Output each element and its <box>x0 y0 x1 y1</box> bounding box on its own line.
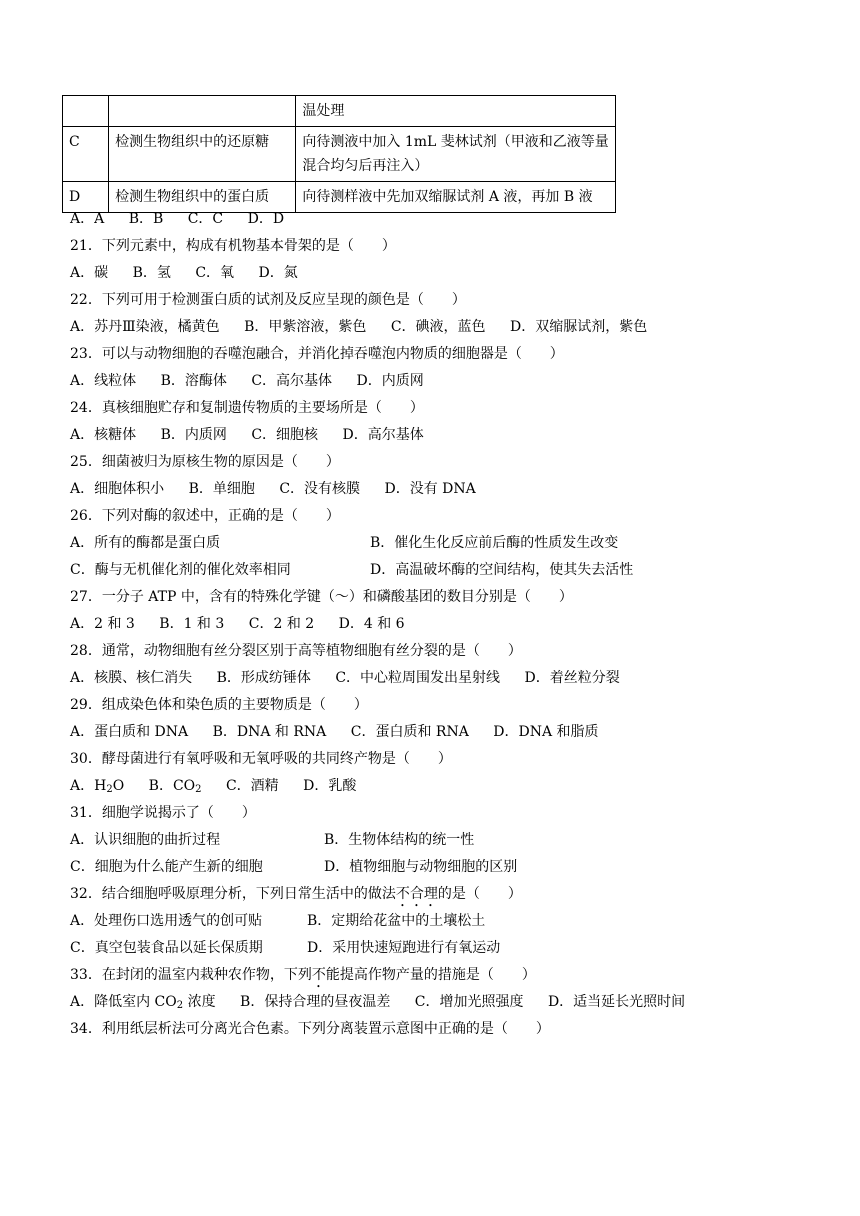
q24-options <box>70 422 830 449</box>
q32-stem <box>70 881 830 908</box>
co2-sub: 2 <box>176 1000 184 1011</box>
option-a: A．细胞体积小 <box>70 481 165 497</box>
option-c: C．高尔基体 <box>251 373 333 389</box>
option-d: D．高尔基体 <box>342 427 424 443</box>
option-d: D．双缩脲试剂，紫色 <box>510 319 648 335</box>
option-d: D．D <box>247 211 285 227</box>
question-list <box>70 206 830 1043</box>
option-b: B．内质网 <box>160 427 227 443</box>
option-a: A．核膜、核仁消失 <box>70 670 193 686</box>
option-d: D．高温破坏酶的空间结构，使其失去活性 <box>370 562 634 578</box>
option-b: B．催化生化反应前后酶的性质发生改变 <box>370 535 619 551</box>
water-formula-sub: 2 <box>106 784 113 795</box>
table-cell-item <box>109 96 296 127</box>
option-a: A．碳 <box>70 265 109 281</box>
q32-emphasis: 不合理 <box>395 886 438 902</box>
option-c: C．酶与无机催化剂的催化效率相同 <box>70 562 291 578</box>
option-d: D．没有 DNA <box>384 481 476 497</box>
option-a: A．认识细胞的曲折过程 <box>70 832 221 848</box>
q22-stem: 22．下列可用于检测蛋白质的试剂及反应呈现的颜色是（ ） <box>70 292 466 308</box>
option-c: C．碘液，蓝色 <box>390 319 486 335</box>
q33-stem-part1: 33．在封闭的温室内栽种农作物，下列 <box>70 967 312 983</box>
option-c: C．酒精 <box>225 778 279 794</box>
option-b: B．形成纺锤体 <box>216 670 311 686</box>
option-d: D．着丝粒分裂 <box>524 670 620 686</box>
q34-stem: 34．利用纸层析法可分离光合色素。下列分离装置示意图中正确的是（ ） <box>70 1021 550 1037</box>
option-b: B．氢 <box>132 265 171 281</box>
option-d: D．氮 <box>258 265 298 281</box>
option-b: B．定期给花盆中的土壤松土 <box>307 913 486 929</box>
table-cell-item: 检测生物组织中的蛋白质 <box>109 182 296 213</box>
table-cell-label: C <box>63 127 109 182</box>
q22-options <box>70 314 830 341</box>
table-row <box>63 127 616 182</box>
option-d: D．内质网 <box>356 373 424 389</box>
option-a <box>70 773 124 800</box>
option-c: C．蛋白质和 RNA <box>350 724 469 740</box>
water-formula-h: H <box>94 778 107 794</box>
q28-stem: 28．通常，动物细胞有丝分裂区别于高等植物细胞有丝分裂的是（ ） <box>70 643 522 659</box>
option-a <box>70 989 216 1016</box>
q31-options-row1 <box>70 827 830 854</box>
option-b <box>149 773 202 800</box>
option-c: C．没有核膜 <box>279 481 361 497</box>
option-c: C．细胞为什么能产生新的细胞 <box>70 859 263 875</box>
q23-stem: 23．可以与动物细胞的吞噬泡融合，并消化掉吞噬泡内物质的细胞器是（ ） <box>70 346 564 362</box>
q31-options-row2 <box>70 854 830 881</box>
table-cell-method: 向待测样液中先加双缩脲试剂 A 液，再加 B 液 <box>296 182 616 213</box>
option-a: A．核糖体 <box>70 427 137 443</box>
option-c: C．氧 <box>195 265 235 281</box>
q32-stem-part1: 32．结合细胞呼吸原理分析，下列日常生活中的做法 <box>70 886 396 902</box>
q32-options-row1 <box>70 908 830 935</box>
option-d: D．适当延长光照时间 <box>547 994 686 1010</box>
option-a: A．线粒体 <box>70 373 137 389</box>
option-a-prefix: A． <box>70 778 95 794</box>
option-a: A．蛋白质和 DNA <box>70 724 189 740</box>
co2-formula-sub: 2 <box>195 784 202 795</box>
option-b: B．DNA 和 RNA <box>212 724 327 740</box>
q28-options <box>70 665 830 692</box>
option-a: A．A <box>70 211 105 227</box>
q26-stem: 26．下列对酶的叙述中，正确的是（ ） <box>70 508 340 524</box>
water-formula-o: O <box>112 778 125 794</box>
option-b: B．溶酶体 <box>160 373 227 389</box>
option-d: D．采用快速短跑进行有氧运动 <box>307 940 501 956</box>
option-c: C．中心粒周围发出星射线 <box>335 670 501 686</box>
q21-stem: 21．下列元素中，构成有机物基本骨架的是（ ） <box>70 238 396 254</box>
option-b: B．保持合理的昼夜温差 <box>240 994 391 1010</box>
option-a: A．所有的酶都是蛋白质 <box>70 535 221 551</box>
q33-options <box>70 989 830 1016</box>
q20-options <box>70 206 830 233</box>
option-b: B．单细胞 <box>188 481 255 497</box>
option-d: D．DNA 和脂质 <box>493 724 599 740</box>
option-d: D．植物细胞与动物细胞的区别 <box>324 859 518 875</box>
co2-formula: B．CO <box>148 778 196 794</box>
option-c: C．C <box>187 211 224 227</box>
option-a: A．处理伤口选用透气的创可贴 <box>70 913 263 929</box>
q25-options <box>70 476 830 503</box>
q33-emphasis: 不 <box>311 967 326 983</box>
q32-stem-part2: 的是（ ） <box>437 886 522 902</box>
option-c: C．2 和 2 <box>248 616 315 632</box>
table-cell-method: 温处理 <box>296 96 616 127</box>
option-d: D．乳酸 <box>303 778 357 794</box>
option-b: B．生物体结构的统一性 <box>324 832 475 848</box>
option-c: C．真空包装食品以延长保质期 <box>70 940 263 956</box>
experiment-table <box>62 95 616 213</box>
q31-stem: 31．细胞学说揭示了（ ） <box>70 805 256 821</box>
option-d: D．4 和 6 <box>338 616 405 632</box>
q23-options <box>70 368 830 395</box>
option-c: C．增加光照强度 <box>414 994 524 1010</box>
option-b: B．B <box>128 211 164 227</box>
table-row <box>63 96 616 127</box>
q24-stem: 24．真核细胞贮存和复制遗传物质的主要场所是（ ） <box>70 400 424 416</box>
q27-options <box>70 611 830 638</box>
option-b: B．甲紫溶液，紫色 <box>244 319 367 335</box>
q21-options <box>70 260 830 287</box>
q33-stem-part2: 能提高作物产量的措施是（ ） <box>325 967 536 983</box>
option-a: A．苏丹Ⅲ染液，橘黄色 <box>70 319 220 335</box>
option-b: B．1 和 3 <box>159 616 225 632</box>
option-a: A．2 和 3 <box>70 616 135 632</box>
q30-options <box>70 773 830 800</box>
co2-text: A．降低室内 CO <box>70 994 177 1010</box>
q29-options <box>70 719 830 746</box>
q25-stem: 25．细菌被归为原核生物的原因是（ ） <box>70 454 340 470</box>
table-cell-label: D <box>63 182 109 213</box>
option-c: C．细胞核 <box>251 427 319 443</box>
q33-stem <box>70 962 830 989</box>
table-cell-label <box>63 96 109 127</box>
q27-stem: 27．一分子 ATP 中，含有的特殊化学键（～）和磷酸基团的数目分别是（ ） <box>70 589 573 605</box>
q26-options-row2 <box>70 557 830 584</box>
q32-options-row2 <box>70 935 830 962</box>
q30-stem: 30．酵母菌进行有氧呼吸和无氧呼吸的共同终产物是（ ） <box>70 751 452 767</box>
q29-stem: 29．组成染色体和染色质的主要物质是（ ） <box>70 697 368 713</box>
table-cell-method: 向待测液中加入 1mL 斐林试剂（甲液和乙液等量混合均匀后再注入） <box>296 127 616 182</box>
q26-options-row1 <box>70 530 830 557</box>
table-cell-item: 检测生物组织中的还原糖 <box>109 127 296 182</box>
co2-suffix: 浓度 <box>183 994 216 1010</box>
